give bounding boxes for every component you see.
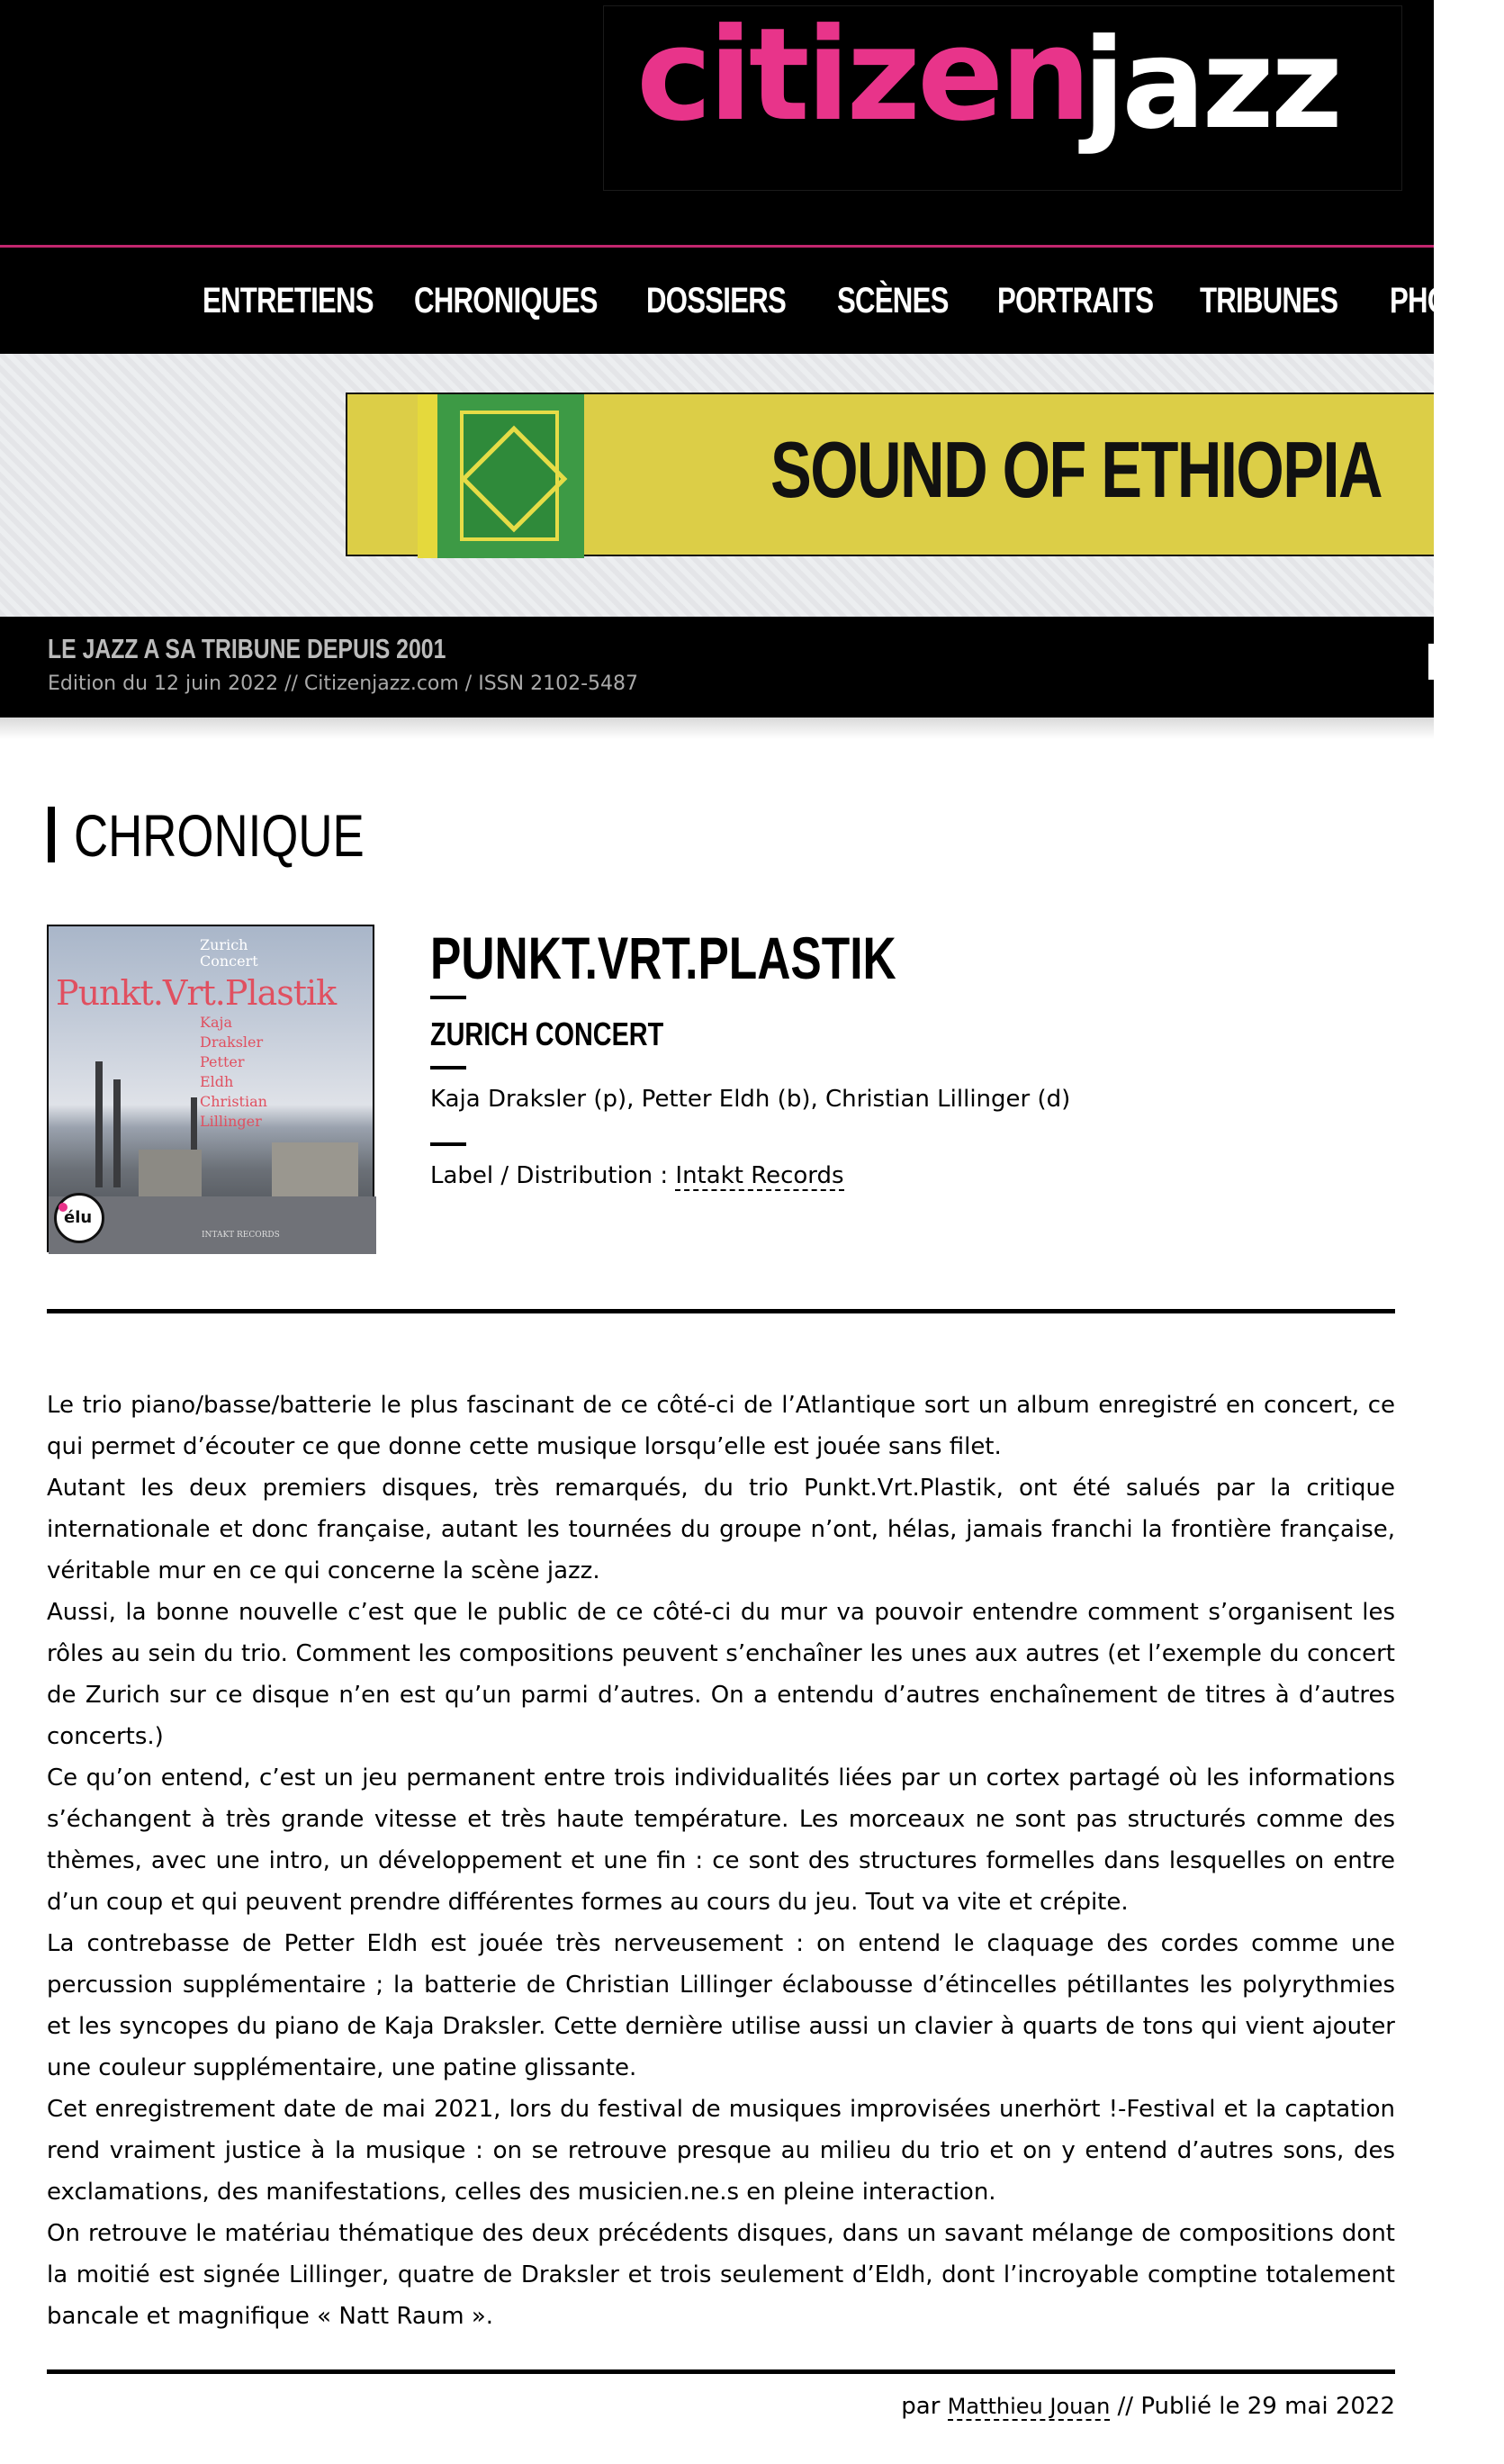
nav-item-scenes[interactable]: SCÈNES bbox=[837, 281, 949, 320]
tagline-bar bbox=[0, 617, 1434, 718]
elu-badge-text: élu bbox=[64, 1208, 93, 1227]
section-title-bar bbox=[48, 807, 55, 862]
nav-item-chroniques[interactable]: CHRONIQUES bbox=[414, 281, 598, 320]
tagline-shadow bbox=[0, 718, 1434, 739]
cover-names: Kaja Draksler Petter Eldh Christian Lillinger bbox=[200, 1014, 267, 1130]
album-subtitle: ZURICH CONCERT bbox=[430, 1015, 664, 1052]
musicians-rule bbox=[430, 1142, 466, 1146]
cover-chimney bbox=[95, 1061, 103, 1187]
album-musicians: Kaja Draksler (p), Petter Eldh (b), Christian Lillinger (d) bbox=[430, 1086, 1071, 1113]
album-label-line bbox=[430, 1160, 844, 1192]
ad-album-spine bbox=[418, 394, 437, 558]
header-rule bbox=[47, 1309, 1395, 1313]
article-paragraph: Autant les deux premiers disques, très remarqués, du trio Punkt.Vrt.Plastik, ont été salués par la critique internationale et donc française, autant les tournées du groupe n’ont, hélas, jamais franchi la frontière française, véritable mur en ce qui concerne la scène jazz. bbox=[47, 1475, 1395, 1584]
label-link[interactable]: Intakt Records bbox=[675, 1162, 844, 1189]
tagline-edge bbox=[1428, 644, 1434, 680]
nav-item-tribunes[interactable]: TRIBUNES bbox=[1200, 281, 1338, 320]
site-header bbox=[0, 0, 1434, 245]
article-body bbox=[47, 1385, 1395, 2337]
section-title: CHRONIQUE bbox=[74, 802, 365, 869]
ad-banner[interactable] bbox=[346, 393, 1434, 556]
nav-item-portraits[interactable]: PORTRAITS bbox=[997, 281, 1154, 320]
main-nav bbox=[0, 248, 1504, 354]
elu-badge-icon bbox=[54, 1193, 104, 1243]
logo-citizen: citizen bbox=[636, 1, 1088, 149]
nav-item-dossiers[interactable]: DOSSIERS bbox=[646, 281, 787, 320]
nav-item-entretiens[interactable]: ENTRETIENS bbox=[203, 281, 374, 320]
article-paragraph: Ce qu’on entend, c’est un jeu permanent entre trois individualités liées par un cortex partagé où les informations s’échangent à très grande vitesse et très haute température. Les morceaux ne sont pas structurés comme des thèmes, avec une intro, un développement et une fin : ce sont des structures formelles dans lesquelles on entre d’un coup et qui peuvent prendre différentes formes au cours du jeu. Tout va vite et crépite. bbox=[47, 1765, 1395, 1916]
cover-chimney bbox=[113, 1079, 121, 1187]
article-paragraph: Cet enregistrement date de mai 2021, lors du festival de musiques improvisées unerhört !-Festival et la captation rend vraiment justice à la musique : on se retrouve presque au milieu du trio et on y entend d’autres sons, des exclamations, des manifestations, celles des musicien.ne.s en pleine interaction. bbox=[47, 2096, 1395, 2206]
album-cover bbox=[47, 925, 374, 1252]
ad-ornament-icon bbox=[460, 411, 559, 541]
cover-subtitle: Zurich Concert bbox=[200, 936, 258, 970]
album-title: PUNKT.VRT.PLASTIK bbox=[430, 925, 896, 991]
site-logo[interactable] bbox=[603, 1, 1402, 191]
ad-text: SOUND OF ETHIOPIA bbox=[770, 425, 1382, 514]
cover-label: INTAKT RECORDS bbox=[202, 1231, 280, 1240]
tagline-title: LE JAZZ A SA TRIBUNE DEPUIS 2001 bbox=[48, 633, 446, 664]
nav-item-photos[interactable]: PHOTOS bbox=[1390, 281, 1504, 320]
logo-jazz: jazz bbox=[1083, 12, 1340, 157]
article-paragraph: Le trio piano/basse/batterie le plus fascinant de ce côté-ci de l’Atlantique sort un album enregistré en concert, ce qui permet d’écouter ce que donne cette musique lorsqu’elle est jouée sans filet. bbox=[47, 1392, 1395, 1460]
article-paragraph: Aussi, la bonne nouvelle c’est que le public de ce côté-ci du mur va pouvoir entendre comment s’organisent les rôles au sein du trio. Comment les compositions peuvent s’enchaîner les unes aux autres (et l’exemple du concert de Zurich sur ce disque n’en est qu’un parmi d’autres. On a entendu d’autres enchaînement de titres à d’autres concerts.) bbox=[47, 1599, 1395, 1750]
article-paragraph: On retrouve le matériau thématique des deux précédents disques, dans un savant mélange de compositions dont la moitié est signée Lillinger, quatre de Draksler et trois seulement d’Eldh, dont l’incroyable comptine totalement bancale et magnifique « Natt Raum ». bbox=[47, 2220, 1395, 2330]
cover-title: Punkt.Vrt.Plastik bbox=[56, 973, 337, 1013]
footer-rule bbox=[47, 2369, 1395, 2374]
byline-prefix: par bbox=[901, 2393, 948, 2420]
publish-date: // Publié le 29 mai 2022 bbox=[1110, 2393, 1395, 2420]
article-paragraph: La contrebasse de Petter Eldh est jouée très nerveusement : on entend le claquage des cordes comme une percussion supplémentaire ; la batterie de Christian Lillinger éclabousse d’étincelles pétillantes les polyrythmies et les syncopes du piano de Kaja Draksler. Cette dernière utilise aussi un clavier à quarts de tons qui vient ajouter une couleur supplémentaire, une patine glissante. bbox=[47, 1930, 1395, 2081]
edition-info: Edition du 12 juin 2022 // Citizenjazz.com / ISSN 2102-5487 bbox=[48, 672, 638, 695]
author-link[interactable]: Matthieu Jouan bbox=[947, 2394, 1111, 2419]
title-rule bbox=[430, 996, 466, 999]
label-prefix: Label / Distribution : bbox=[430, 1162, 676, 1189]
byline bbox=[901, 2386, 1395, 2427]
subtitle-rule bbox=[430, 1066, 466, 1070]
